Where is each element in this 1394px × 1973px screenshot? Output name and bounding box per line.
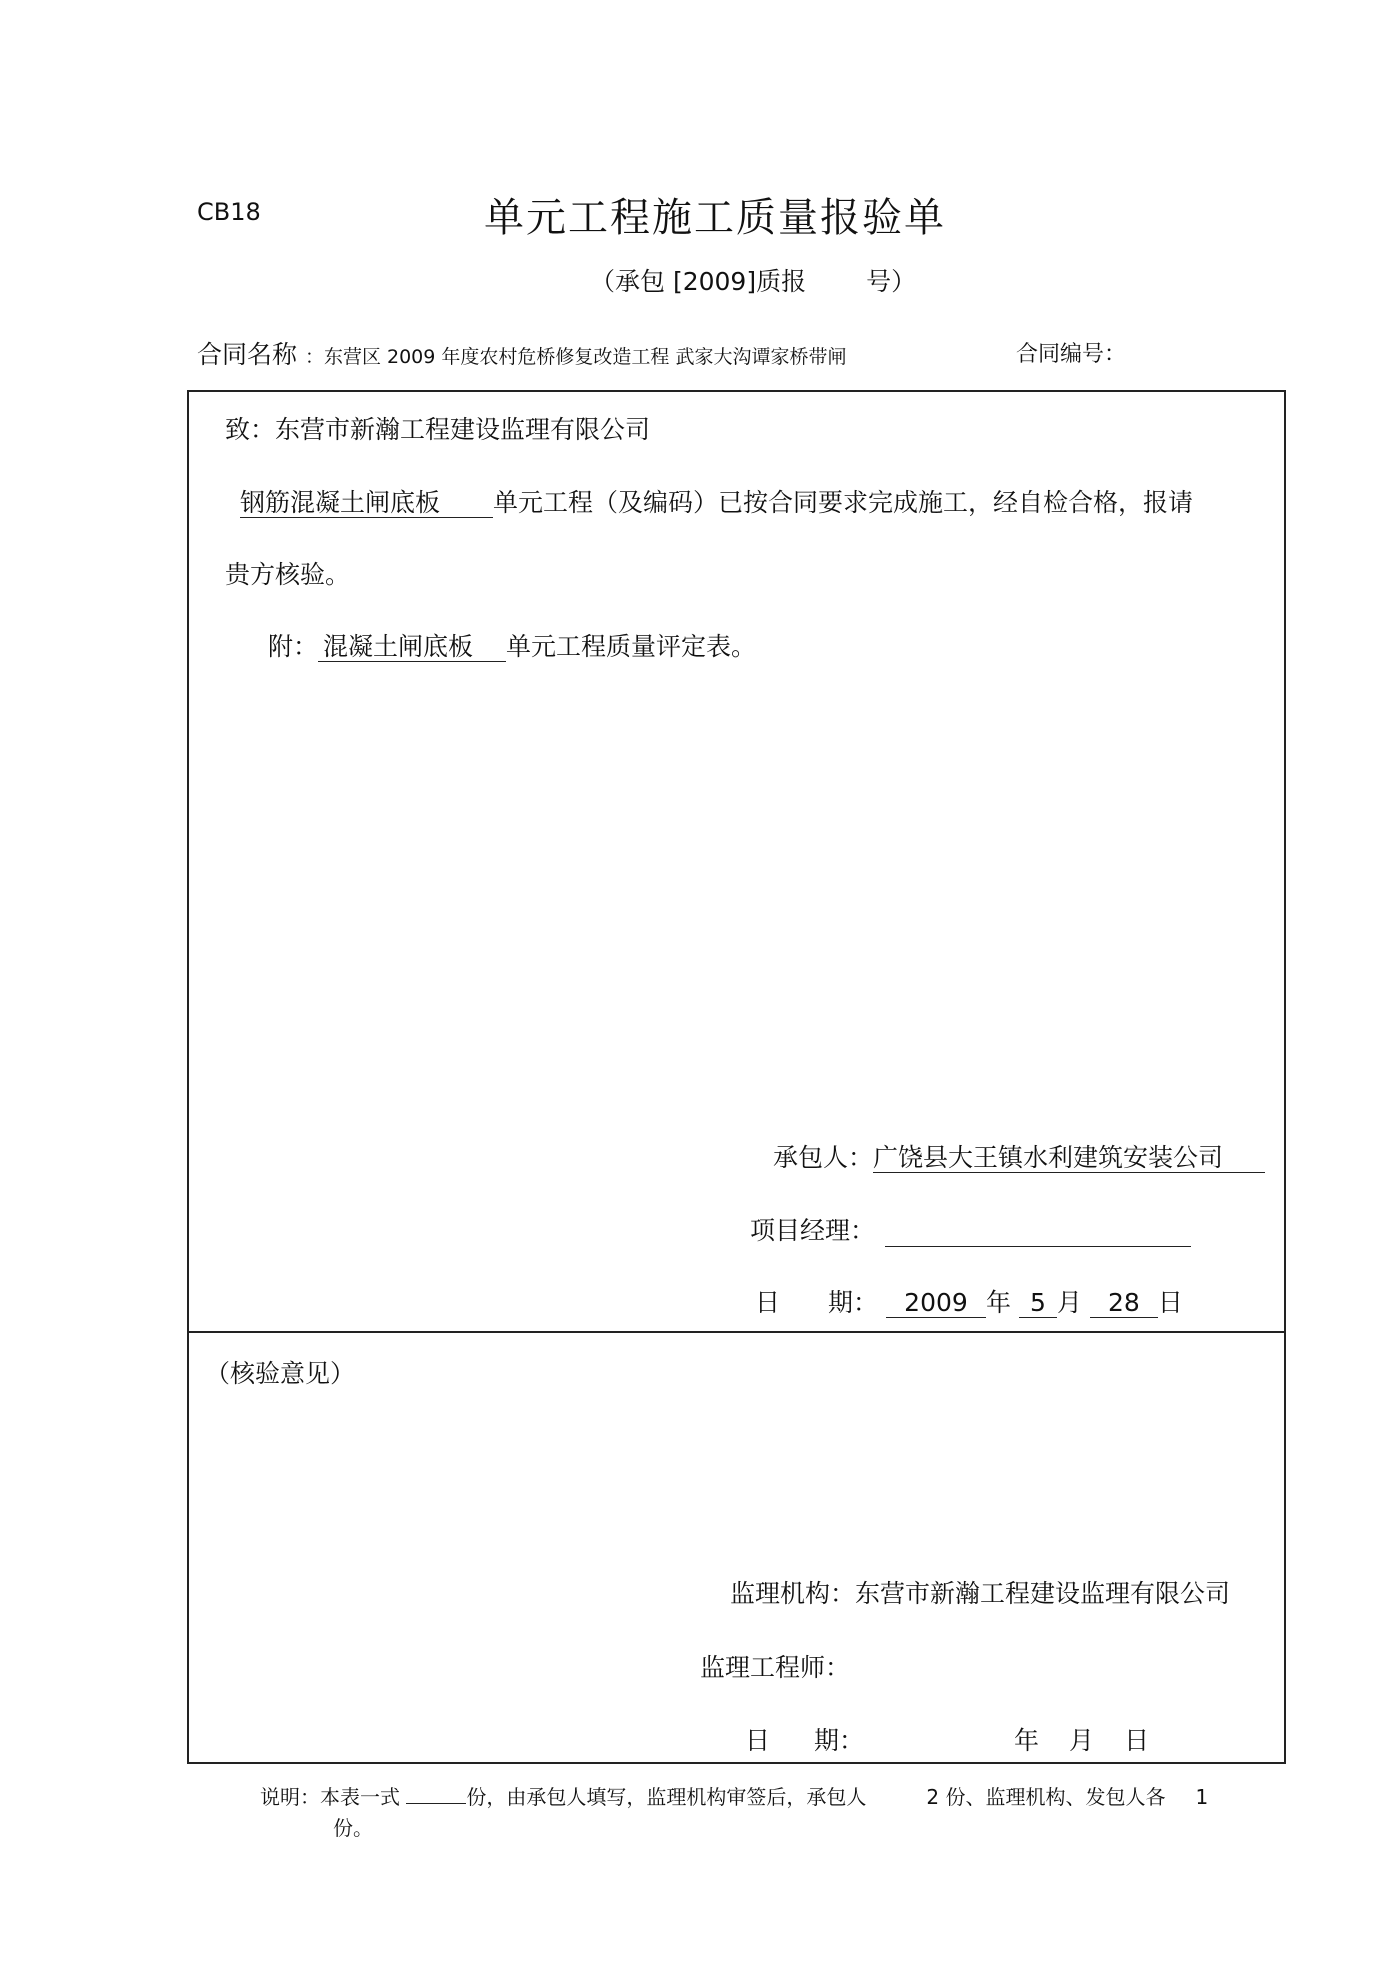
date-month: 5 xyxy=(1019,1289,1057,1318)
attachment-unit-name: 混凝土闸底板 xyxy=(318,633,506,662)
copies-blank xyxy=(406,1785,466,1804)
review-date-label-period: 期： xyxy=(814,1726,865,1755)
form-code: CB18 xyxy=(197,198,261,226)
report-number-suffix: 号） xyxy=(866,267,917,296)
report-number-prefix: （承包 [2009]质报 xyxy=(590,267,807,296)
submission-line-1 xyxy=(240,483,1193,519)
attachment-rest: 单元工程质量评定表。 xyxy=(506,632,757,661)
year-unit: 年 xyxy=(985,1288,1011,1317)
unit-project-name: 钢筋混凝土闸底板 xyxy=(240,489,493,518)
footnote-line-1 xyxy=(260,1781,1208,1810)
date-year: 2009 xyxy=(886,1289,986,1318)
form-frame xyxy=(187,390,1286,1764)
supervisor-org-line xyxy=(730,1574,1230,1610)
date-day: 28 xyxy=(1090,1289,1158,1318)
report-number xyxy=(590,262,916,298)
document-title: 单元工程施工质量报验单 xyxy=(484,195,946,241)
contractor-value: 广饶县大王镇水利建筑安装公司 xyxy=(873,1144,1265,1173)
contractor-line xyxy=(773,1138,1265,1174)
review-day-unit: 日 xyxy=(1124,1726,1150,1755)
supervisor-org-value: 东营市新瀚工程建设监理有限公司 xyxy=(855,1579,1231,1608)
review-date-line xyxy=(745,1721,1149,1757)
review-date-label-day: 日 xyxy=(745,1726,771,1755)
submission-date-line xyxy=(755,1283,1183,1319)
review-opinion-label: （核验意见） xyxy=(205,1359,356,1388)
attachment-line xyxy=(268,627,756,663)
project-manager-line xyxy=(750,1211,1191,1247)
review-month-unit: 月 xyxy=(1069,1726,1095,1755)
footnote-part-4: 1 xyxy=(1195,1785,1209,1809)
date-label-period: 期： xyxy=(828,1288,879,1317)
section-divider xyxy=(187,1331,1286,1333)
day-unit: 日 xyxy=(1157,1288,1183,1317)
supervisor-org-label: 监理机构： xyxy=(730,1579,856,1608)
month-unit: 月 xyxy=(1056,1288,1082,1317)
review-year-unit: 年 xyxy=(1014,1726,1040,1755)
submission-line-2: 贵方核验。 xyxy=(225,560,351,589)
project-manager-label: 项目经理： xyxy=(750,1216,876,1245)
contractor-label: 承包人： xyxy=(773,1143,874,1172)
attachment-prefix: 附： xyxy=(268,632,319,661)
footnote-part-3: 2 份、监理机构、发包人各 xyxy=(926,1785,1166,1809)
footnote-line-2: 份。 xyxy=(333,1816,373,1840)
footnote-part-2: 份，由承包人填写，监理机构审签后，承包人 xyxy=(466,1785,867,1809)
date-label-day: 日 xyxy=(755,1288,781,1317)
contract-number-label: 合同编号： xyxy=(1016,342,1127,367)
footnote-part-1: 说明：本表一式 xyxy=(260,1785,400,1809)
submission-line-1-rest: 单元工程（及编码）已按合同要求完成施工，经自检合格，报请 xyxy=(493,488,1194,517)
addressee: 致：东营市新瀚工程建设监理有限公司 xyxy=(225,415,651,444)
contract-name-row xyxy=(197,335,846,371)
supervising-engineer-line: 监理工程师： xyxy=(700,1653,851,1682)
project-manager-signature-field xyxy=(885,1220,1191,1247)
contract-name-label: 合同名称 xyxy=(197,340,298,369)
contract-name-value: ：东营区 2009 年度农村危桥修复改造工程 武家大沟谭家桥带闸 xyxy=(304,346,847,368)
